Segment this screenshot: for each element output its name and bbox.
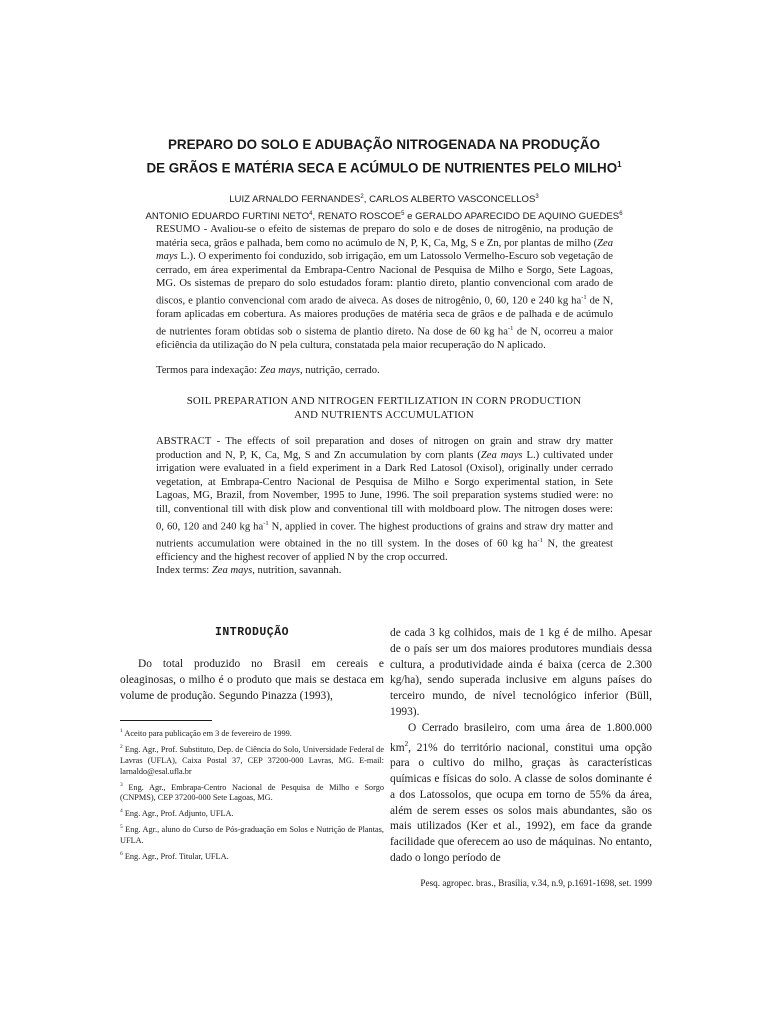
species-name: Zea mays [211,565,253,576]
author-note-marker: 5 [401,211,405,218]
author-name: RENATO ROSCOE [317,211,402,223]
english-title-line-1: SOIL PREPARATION AND NITROGEN FERTILIZATION IN CORN PRODUCTION [186,395,582,407]
footnote: $^2$ Eng. Agr., Prof. Substituto, Dep. de Ciência do Solo, Universidade Federal de Lavras (UFLA), Caixa Postal 37, CEP 37200-000 Lavras, MG. E-mail: larnaldo@esal.ufla.br [120,743,384,776]
termos-indexacao: Termos para indexação: Zea mays, nutrição, cerrado. [156,365,380,376]
species-name: Zea mays [259,365,300,376]
author-separator: , [312,211,318,223]
author-note-marker: 3 [535,194,539,200]
abstract-paragraph: ABSTRACT - The effects of soil preparation and doses of nitrogen on grain and straw dry matter production and N, P, K, Ca, Mg, S and Zn accumulation by corn plants (Zea mays L.) cultivated under irrigation were evaluated in a field experiment in a Dark Red Latosol (Oxisol), originally under cerrado vegetation, at Embrapa-Centro Nacional de Pesquisa de Milho e Sorgo experimental station, in Sete Lagoas, MG, Brazil, from November, 1995 to June, 1996. The soil preparation systems studied were: no till, conventional till with disk plow and conventional till with moldboard plow. The nitrogen doses were: 0, 60, 120 and 240 kg $ha^{-1}$ N, applied in cover. The highest productions of grains and straw dry matter and nutrients accumulation were obtained in the no till system. In the doses of 60 kg $ha^{-1}$ N, the greatest efficiency and the highest recover of applied N by the crop occurred. [156,436,613,563]
author-separator: e [404,211,416,223]
paper-title-line-1: PREPARO DO SOLO E ADUBAÇÃO NITROGENADA NA PRODUÇÃO [168,137,600,152]
footnote: $^4$ Eng. Agr., Prof. Adjunto, UFLA. [120,808,234,819]
author-line-1 [0,190,768,207]
paper-title-line-2: DE GRÃOS E MATÉRIA SECA E ACÚMULO DE NUTRIENTES PELO MILHO$^1$ [146,160,622,176]
author-name: LUIZ ARNALDO FERNANDES [229,194,361,206]
species-name: Zea mays [480,449,523,461]
body-paragraph: Do total produzido no Brasil em cereais e oleaginosas, o milho é o produto que mais se destaca em volume de produção. Segundo Pinazza (1993), [120,658,384,702]
author-note-marker: 2 [360,194,364,200]
footnote: $^1$ Aceito para publicação em 3 de fevereiro de 1999. [120,728,292,738]
author-note-marker: 6 [619,211,623,218]
section-heading-introducao: INTRODUÇÃO [214,626,289,639]
title-footnote-marker: 1 [617,160,622,169]
left-column [120,657,384,704]
footnotes [120,726,384,865]
author-name: ANTONIO EDUARDO FURTINI NETO [145,211,310,223]
right-column [390,626,652,867]
english-title [0,394,768,422]
resumo-paragraph: RESUMO - Avaliou-se o efeito de sistemas de preparo do solo e de doses de nitrogênio, na produção de matéria seca, grãos e palhada, bem como no acúmulo de N, P, K, Ca, Mg, S e Zn, por plantas de milho (Zea mays L.). O experimento foi conduzido, sob irrigação, em um Latossolo Vermelho-Escuro sob vegetação de cerrado, em área experimental da Embrapa-Centro Nacional de Pesquisa de Milho e Sorgo, Sete Lagoas, MG. Os sistemas de preparo do solo estudados foram: plantio direto, plantio convencional com arado de discos, e plantio convencional com arado de aiveca. As doses de nitrogênio, 0, 60, 120 e 240 kg $ha^{-1}$ de N, foram aplicadas em cobertura. As maiores produções de matéria seca de grãos e de palhada e de acúmulo de nutrientes foram obtidas sob o sistema de plantio direto. Na dose de 60 kg $ha^{-1}$ de N, ocorreu a maior eficiência da utilização do N pela cultura, constatada pela maior recuperação do N aplicado. [156,224,613,351]
author-name: GERALDO APARECIDO DE AQUINO GUEDES [415,211,620,223]
footnote: $^5$ Eng. Agr., aluno do Curso de Pós-graduação em Solos e Nutrição de Plantas, UFLA. [120,824,384,845]
footnote-divider [120,720,212,721]
index-terms: Index terms: Zea mays, nutrition, savannah. [156,565,342,576]
footnote: $^3$ Eng. Agr., Embrapa-Centro Nacional de Pesquisa de Milho e Sorgo (CNPMS), CEP 37200-000 Sete Lagoas, MG. [120,781,384,803]
species-name: Zea mays [156,237,613,263]
author-line-2 [0,207,768,224]
paper-title [0,135,768,178]
author-separator: , [363,194,370,206]
author-note-marker: 4 [309,211,313,218]
footnote: $^6$ Eng. Agr., Prof. Titular, UFLA. [120,850,229,861]
body-paragraph: O Cerrado brasileiro, com uma área de 1.800.000 $km^2$, 21% do território nacional, constitui uma opção para o cultivo do milho, graças às características químicas e físicas do solo. A classe de solos dominante é a dos Latossolos, que ocupa em torno de 55% da área, além de serem esses os solos mais abundantes, são os mais utilizados (Ker et al., 1992), em face da grande facilidade que oferecem ao uso de máquinas. No entanto, dado o longo período de [390,721,652,864]
body-paragraph: de cada 3 kg colhidos, mais de 1 kg é de milho. Apesar de o país ser um dos maiores produtores mundiais dessa cultura, a produtividade ainda é baixa (cerca de 2.300 kg/ha), sendo superada inclusive em alguns países do terceiro mundo, de nível tecnológico inferior (Büll, 1993). [390,627,652,718]
english-title-line-2: AND NUTRIENTS ACCUMULATION [294,409,474,421]
author-name: CARLOS ALBERTO VASCONCELLOS [369,194,536,206]
author-list [0,190,768,224]
journal-citation-footer: Pesq. agropec. bras., Brasília, v.34, n.9, p.1691-1698, set. 1999 [420,878,652,888]
